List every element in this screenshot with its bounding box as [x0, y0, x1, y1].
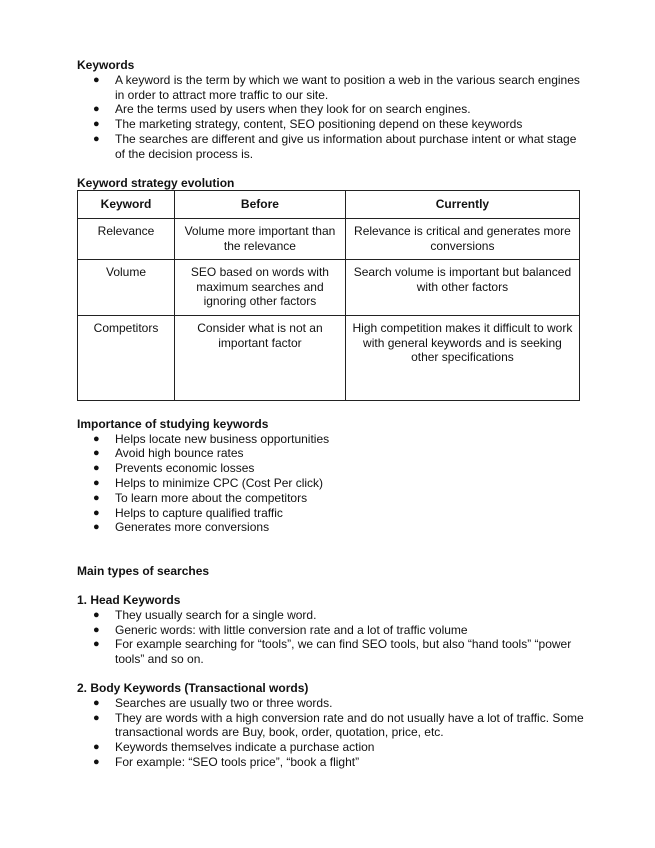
- head-keywords-heading: 1. Head Keywords: [77, 592, 181, 607]
- list-item-text: Generates more conversions: [115, 520, 270, 535]
- keywords-list: [77, 73, 587, 162]
- column-header-before: Before: [175, 191, 346, 219]
- keywords-heading: Keywords: [77, 58, 135, 72]
- bullet-icon: ●: [93, 696, 100, 709]
- table-row: [78, 219, 580, 260]
- bullet-icon: ●: [93, 462, 100, 475]
- list-item-text: They are words with a high conversion rate and do not usually have a lot of traffic. Some transactional words are Buy, book, order, quotation, price, etc.: [115, 710, 584, 740]
- list-item: [93, 102, 587, 117]
- importance-list: [77, 432, 587, 536]
- list-item: [93, 740, 587, 755]
- list-item-text: Prevents economic losses: [115, 461, 255, 476]
- list-item: [93, 446, 587, 461]
- document-page: [77, 58, 587, 770]
- strategy-heading: Keyword strategy evolution: [77, 175, 235, 190]
- list-item-text: Searches are usually two or three words.: [115, 695, 333, 710]
- bullet-icon: ●: [93, 711, 100, 724]
- list-item-text: Helps locate new business opportunities: [115, 431, 330, 446]
- head-keywords-list: [77, 608, 587, 667]
- list-item: [93, 607, 587, 623]
- bullet-icon: ●: [93, 608, 100, 621]
- bullet-icon: ●: [93, 73, 100, 86]
- table-cell-currently: Relevance is critical and generates more conversions: [345, 219, 579, 260]
- bullet-icon: ●: [93, 521, 100, 534]
- bullet-icon: ●: [93, 506, 100, 519]
- list-item-text: Generic words: with little conversion rate and a lot of traffic volume: [115, 622, 468, 637]
- strategy-table: [77, 190, 580, 400]
- list-item: [93, 490, 587, 506]
- table-cell-keyword: Volume: [78, 259, 175, 315]
- list-item-text: Are the terms used by users when they look for on search engines.: [115, 102, 471, 117]
- list-item: [93, 710, 587, 741]
- list-item: [93, 72, 587, 103]
- search-types-heading: Main types of searches: [77, 564, 210, 579]
- list-item: [93, 520, 587, 535]
- list-item-text: The marketing strategy, content, SEO positioning depend on these keywords: [115, 117, 523, 132]
- bullet-icon: ●: [93, 741, 100, 754]
- bullet-icon: ●: [93, 638, 100, 651]
- bullet-icon: ●: [93, 491, 100, 504]
- list-item: [93, 695, 587, 711]
- table-row: [78, 315, 580, 400]
- list-item: [93, 475, 587, 491]
- list-item-text: Keywords themselves indicate a purchase action: [115, 740, 375, 755]
- list-item: [93, 461, 587, 476]
- table-cell-currently: Search volume is important but balanced with other factors: [345, 259, 579, 315]
- table-row: [78, 259, 580, 315]
- list-item: [93, 754, 587, 770]
- list-item: [93, 431, 587, 447]
- bullet-icon: ●: [93, 118, 100, 131]
- bullet-icon: ●: [93, 447, 100, 460]
- column-header-keyword: Keyword: [78, 191, 175, 219]
- table-cell-currently: High competition makes it difficult to work with general keywords and is seeking other specifications: [345, 315, 579, 400]
- list-item: [93, 117, 587, 132]
- list-item: [93, 622, 587, 638]
- table-cell-keyword: Competitors: [78, 315, 175, 400]
- list-item-text: Helps to capture qualified traffic: [115, 505, 283, 520]
- list-item-text: Avoid high bounce rates: [115, 446, 244, 461]
- importance-heading: Importance of studying keywords: [77, 416, 269, 431]
- list-item: [93, 637, 587, 667]
- bullet-icon: ●: [93, 432, 100, 445]
- bullet-icon: ●: [93, 476, 100, 489]
- list-item-text: Helps to minimize CPC (Cost Per click): [115, 475, 324, 490]
- column-header-currently: Currently: [345, 191, 579, 219]
- table-cell-before: Consider what is not an important factor: [175, 315, 346, 400]
- list-item-text: For example: “SEO tools price”, “book a flight”: [115, 754, 360, 769]
- body-keywords-heading: 2. Body Keywords (Transactional words): [77, 680, 309, 695]
- body-keywords-list: [77, 696, 587, 770]
- bullet-icon: ●: [93, 103, 100, 116]
- list-item-text: To learn more about the competitors: [115, 490, 308, 505]
- bullet-icon: ●: [93, 623, 100, 636]
- list-item: [93, 505, 587, 521]
- list-item: [93, 131, 587, 162]
- list-item-text: They usually search for a single word.: [115, 607, 317, 622]
- table-cell-keyword: Relevance: [78, 219, 175, 260]
- bullet-icon: ●: [93, 755, 100, 768]
- list-item-text: A keyword is the term by which we want to position a web in the various search engines in order to attract more traffic to our site.: [115, 72, 580, 102]
- table-cell-before: Volume more important than the relevance: [175, 219, 346, 260]
- bullet-icon: ●: [93, 132, 100, 145]
- list-item-text: For example searching for “tools”, we can find SEO tools, but also “hand tools” “power tools” and so on.: [115, 637, 572, 667]
- table-cell-before: SEO based on words with maximum searches and ignoring other factors: [175, 259, 346, 315]
- list-item-text: The searches are different and give us information about purchase intent or what stage of the decision process is.: [115, 131, 577, 161]
- table-header-row: [78, 191, 580, 219]
